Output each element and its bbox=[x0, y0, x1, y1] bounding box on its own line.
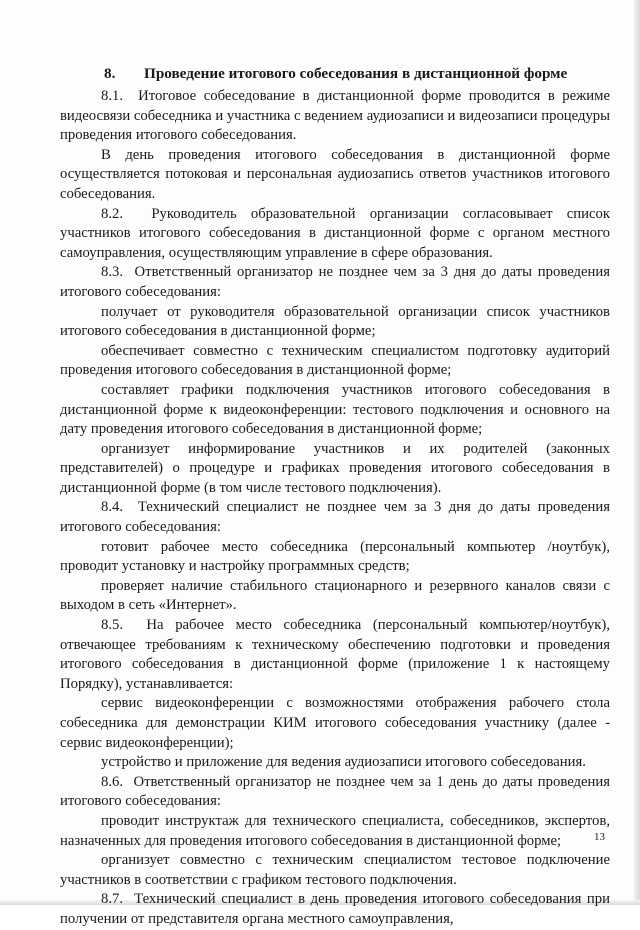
list-item: проверяет наличие стабильного стационарного и резервного каналов связи с выходом в сеть «Интернет». bbox=[60, 577, 610, 614]
page-edge-right bbox=[634, 0, 640, 905]
section-title: Проведение итогового собеседования в дистанционной форме bbox=[144, 65, 568, 82]
document-body bbox=[60, 87, 610, 930]
list-item: устройство и приложение для ведения аудиозаписи итогового собеседования. bbox=[101, 754, 586, 771]
list-item: обеспечивает совместно с техническим специалистом подготовку аудиторий проведения итогового собеседования в дистанционной форме; bbox=[60, 342, 610, 379]
section-number: 8. bbox=[104, 65, 116, 82]
list-item: проводит инструктаж для технического специалиста, собеседников, экспертов, назначенных для проведения итогового собеседования в дистанционной форме; bbox=[60, 812, 610, 849]
list-item: организует информирование участников и их родителей (законных представителей) о процедуре и графиках проведения итогового собеседования в дистанционной форме (в том числе тестового подключения). bbox=[60, 440, 610, 496]
paragraph-8-5: 8.5. На рабочее место собеседника (персональный компьютер/ноутбук), отвечающее требованиям к техническому обеспечению подготовки и проведения итогового собеседования в дистанционной форме (приложение 1 к настоящему Порядку), устанавливается: bbox=[60, 617, 610, 692]
paragraph: В день проведения итогового собеседования в дистанционной форме осуществляется потоковая и персональная аудиозапись ответов участников итогового собеседования. bbox=[60, 146, 610, 202]
section-heading bbox=[60, 65, 620, 83]
paragraph-8-2: 8.2. Руководитель образовательной организации согласовывает список участников итогового собеседования в дистанционной форме с органом местного самоуправления, осуществляющим управление в сфере образования. bbox=[60, 205, 610, 261]
paragraph-8-7: 8.7. Технический специалист в день проведения итогового собеседования при получении от представителя органа местного самоуправления, bbox=[60, 891, 610, 927]
list-item: сервис видеоконференции с возможностями отображения рабочего стола собеседника для демонстрации КИМ итогового собеседования участнику (далее - сервис видеоконференции); bbox=[60, 695, 610, 751]
paragraph-8-4: 8.4. Технический специалист не позднее чем за 3 дня до даты проведения итогового собеседования: bbox=[60, 499, 610, 536]
list-item: готовит рабочее место собеседника (персональный компьютер /ноутбук), проводит установку и настройку программных средств; bbox=[60, 538, 610, 575]
list-item: получает от руководителя образовательной организации список участников итогового собеседования в дистанционной форме; bbox=[60, 303, 610, 340]
paragraph-8-3: 8.3. Ответственный организатор не позднее чем за 3 дня до даты проведения итогового собеседования: bbox=[60, 264, 610, 300]
list-item: организует совместно с техническим специалистом тестовое подключение участников в соответствии с графиком тестового подключения. bbox=[60, 852, 610, 888]
page-number: 13 bbox=[594, 831, 605, 843]
paragraph-8-6: 8.6. Ответственный организатор не позднее чем за 1 день до даты проведения итогового собеседования: bbox=[60, 773, 610, 810]
paragraph-8-1: 8.1. Итоговое собеседование в дистанционной форме проводится в режиме видеосвязи собеседника и участника с ведением аудиозаписи и видеозаписи процедуры проведения итогового собеседования. bbox=[60, 88, 610, 144]
list-item: составляет графики подключения участников итогового собеседования в дистанционной форме к видеоконференции: тестового подключения и основного на дату проведения итогового собеседования в дистанционной форме; bbox=[60, 381, 610, 438]
